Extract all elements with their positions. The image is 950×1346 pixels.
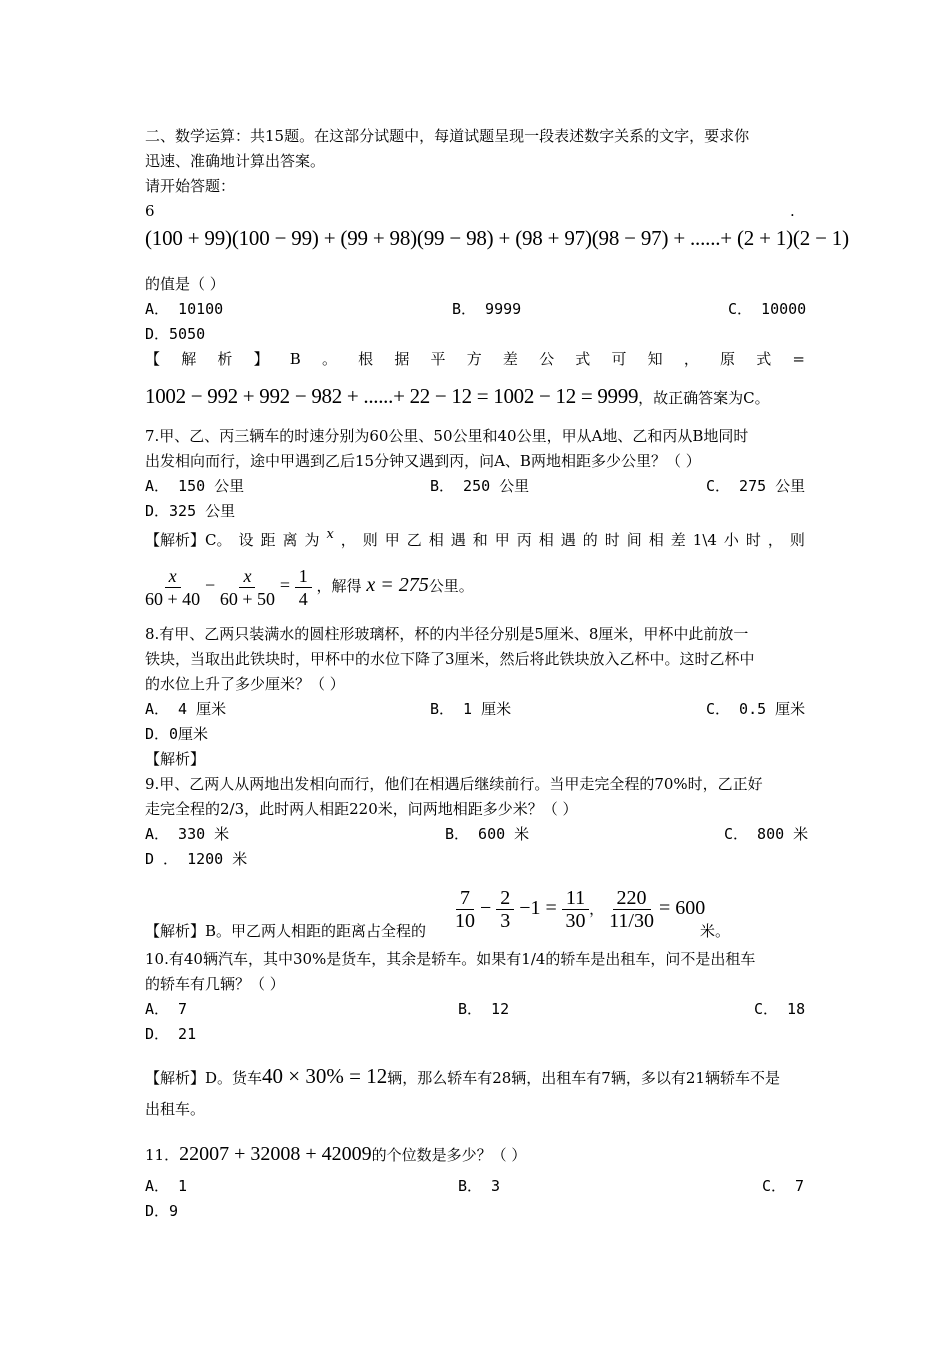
equals-sign: = xyxy=(279,575,290,595)
question-6-number: 6 xyxy=(145,202,155,220)
question-9-line: 9.甲、乙两人从两地出发相向而行，他们在相遇后继续前行。当甲走完全程的70%时，乙正好 xyxy=(145,775,763,793)
rest-expression: −1 = xyxy=(519,897,557,919)
fraction: $\frac{x}{60 + 50}$ xyxy=(219,565,276,609)
q11-option-a: A． 1 xyxy=(145,1177,188,1195)
an-char: = xyxy=(792,350,805,368)
minus-sign: − xyxy=(480,897,492,919)
an-word: 相 xyxy=(648,531,664,549)
an-word: 和 xyxy=(472,531,488,549)
an-word: 遇 xyxy=(450,531,466,549)
q11-option-d: D．9 xyxy=(145,1202,179,1220)
question-6-dot: . xyxy=(790,202,795,220)
q10-analysis-line2: 出租车。 xyxy=(145,1100,206,1118)
an-word: 相 xyxy=(428,531,444,549)
q9-analysis-text: 【解析】B。甲乙两人相距的距离占全程的 xyxy=(145,922,427,940)
q6-option-d: D．5050 xyxy=(145,325,206,343)
question-8-line: 8.有甲、乙两只装满水的圆柱形玻璃杯，杯的内半径分别是5厘米、8厘米，甲杯中此前放一 xyxy=(145,625,749,643)
an-char: 方 xyxy=(466,350,482,368)
an-word: 时 xyxy=(745,531,761,549)
q10-analysis-pre: 【解析】D。货车 xyxy=(145,1069,263,1087)
section-intro-line: 二、数学运算：共15题。在这部分试题中，每道试题呈现一段表述数字关系的文字，要求你 xyxy=(145,127,750,145)
fraction: $\frac{2}{3}$ xyxy=(496,887,514,932)
q8-option-b: B． 1 厘米 xyxy=(430,700,512,718)
an-char: 解 xyxy=(181,350,197,368)
section-intro-line: 迅速、准确地计算出答案。 xyxy=(145,152,326,170)
an-word: ， xyxy=(340,531,356,549)
unit-text: 公里。 xyxy=(428,577,474,595)
question-8-line: 的水位上升了多少厘米？（ ） xyxy=(145,675,345,693)
an-word: 差 xyxy=(670,531,686,549)
question-11-number: 11． xyxy=(145,1146,180,1164)
question-6-tail: 的值是（ ） xyxy=(145,275,225,293)
an-char: 据 xyxy=(394,350,410,368)
fraction: $\frac{1}{4}$ xyxy=(295,565,312,610)
an-word: 甲 xyxy=(384,531,400,549)
question-9-line: 走完全程的2/3，此时两人相距220米，问两地相距多少米？（ ） xyxy=(145,800,578,818)
q7-analysis-formula xyxy=(145,560,474,612)
question-11-line xyxy=(145,1142,526,1168)
an-char: 。 xyxy=(321,350,337,368)
question-6-expression: (100 + 99)(100 − 99) + (99 + 98)(99 − 98) + (98 + 97)(98 − 97) + ......+ (2 + 1)(2 − 1) xyxy=(145,226,849,250)
an-word: 遇 xyxy=(560,531,576,549)
q11-option-c: C． 7 xyxy=(762,1177,805,1195)
q9-option-c: C． 800 米 xyxy=(724,825,809,843)
question-7-line: 出发相向而行，途中甲遇到乙后15分钟又遇到丙，问A、B两地相距多少公里？（ ） xyxy=(145,452,701,470)
q6-option-b: B． 9999 xyxy=(452,300,522,318)
q10-analysis-expression: 40 × 30% = 12 xyxy=(262,1064,388,1088)
q8-analysis-label: 【解析】 xyxy=(145,750,206,768)
q7-option-d: D．325 公里 xyxy=(145,502,236,520)
q8-option-c: C． 0.5 厘米 xyxy=(706,700,806,718)
an-word: ， xyxy=(767,531,783,549)
q7-option-b: B． 250 公里 xyxy=(430,477,530,495)
q9-option-b: B． 600 米 xyxy=(445,825,530,843)
an-word: 则 xyxy=(789,531,805,549)
q9-option-a: A． 330 米 xyxy=(145,825,230,843)
q9-option-d: D ． 1200 米 xyxy=(145,850,248,868)
minus-sign: − xyxy=(204,575,216,595)
solve-expression: x = 275 xyxy=(366,574,429,596)
q10-analysis-post: 辆，那么轿车有28辆，出租车有7辆，多以有21辆轿车不是 xyxy=(387,1069,780,1087)
q6-option-a: A． 10100 xyxy=(145,300,224,318)
q11-option-b: B． 3 xyxy=(458,1177,501,1195)
an-char: 根 xyxy=(358,350,374,368)
result-expression: = 600 xyxy=(658,897,706,919)
q6-option-c: C． 10000 xyxy=(728,300,807,318)
question-10-line: 的轿车有几辆？（ ） xyxy=(145,975,285,993)
an-word: 1\4 xyxy=(692,531,717,549)
an-char: 可 xyxy=(611,350,627,368)
question-11-expression: 22007 + 32008 + 42009 xyxy=(179,1143,372,1165)
fraction: $\frac{7}{10}$ xyxy=(455,886,475,932)
an-word: 甲 xyxy=(494,531,510,549)
q8-option-d: D．0厘米 xyxy=(145,725,209,743)
question-11-tail: 的个位数是多少？（ ） xyxy=(371,1146,527,1164)
question-8-line: 铁块，当取出此铁块时，甲杯中的水位下降了3厘米，然后将此铁块放入乙杯中。这时乙杯中 xyxy=(145,650,755,668)
an-word: 小 xyxy=(723,531,739,549)
an-word: 设 xyxy=(238,531,254,549)
q9-analysis-formula xyxy=(455,878,705,938)
an-char: 公 xyxy=(539,350,555,368)
q6-analysis-tail: ，故正确答案为C。 xyxy=(638,389,770,407)
fraction: $\frac{11}{30}$ xyxy=(562,887,589,932)
an-char: ， xyxy=(683,350,699,368)
an-word: 乙 xyxy=(406,531,422,549)
an-var: x xyxy=(326,527,334,542)
an-char: 】 xyxy=(253,350,269,368)
q10-option-c: C． 18 xyxy=(754,1000,806,1018)
q6-analysis-expression: 1002 − 992 + 992 − 982 + ......+ 22 − 12 = 1002 − 12 = 9999 xyxy=(145,384,639,408)
an-char: B xyxy=(289,350,301,368)
an-word: 距 xyxy=(260,531,276,549)
q9-analysis-unit: 米。 xyxy=(700,922,731,940)
q6-analysis-expression-line xyxy=(145,384,770,411)
q10-analysis-line xyxy=(145,1064,780,1091)
q10-option-b: B． 12 xyxy=(458,1000,510,1018)
fraction: $\frac{220}{11/30}$ xyxy=(609,886,654,932)
an-char: 式 xyxy=(575,350,591,368)
an-word: 的 xyxy=(582,531,598,549)
an-word: 【解析】C。 xyxy=(145,531,232,549)
q10-option-d: D． 21 xyxy=(145,1025,197,1043)
q7-option-a: A． 150 公里 xyxy=(145,477,245,495)
an-char: 式 xyxy=(756,350,772,368)
solve-text: ，解得 xyxy=(316,577,362,595)
an-char: 析 xyxy=(217,350,233,368)
an-word: 为 xyxy=(304,531,320,549)
an-word: 时 xyxy=(604,531,620,549)
question-10-line: 10.有40辆汽车，其中30%是货车，其余是轿车。如果有1/4的轿车是出租车，问不是出租车 xyxy=(145,950,756,968)
an-char: 差 xyxy=(502,350,518,368)
an-word: 相 xyxy=(538,531,554,549)
q7-option-c: C． 275 公里 xyxy=(706,477,806,495)
comma: ， xyxy=(589,900,605,918)
start-prompt: 请开始答题： xyxy=(145,177,236,195)
an-word: 间 xyxy=(626,531,642,549)
an-word: 离 xyxy=(282,531,298,549)
an-char: 原 xyxy=(720,350,736,368)
an-char: 平 xyxy=(430,350,446,368)
fraction: $\frac{x}{60 + 40}$ xyxy=(145,565,201,609)
q6-analysis-label xyxy=(145,347,805,372)
an-char: 知 xyxy=(647,350,663,368)
q10-option-a: A． 7 xyxy=(145,1000,188,1018)
an-char: 【 xyxy=(145,350,161,368)
an-word: 丙 xyxy=(516,531,532,549)
an-word: 则 xyxy=(362,531,378,549)
question-7-line: 7.甲、乙、丙三辆车的时速分别为60公里、50公里和40公里，甲从A地、乙和丙从B地同时 xyxy=(145,427,749,445)
q8-option-a: A． 4 厘米 xyxy=(145,700,227,718)
q7-analysis-line xyxy=(145,528,805,553)
